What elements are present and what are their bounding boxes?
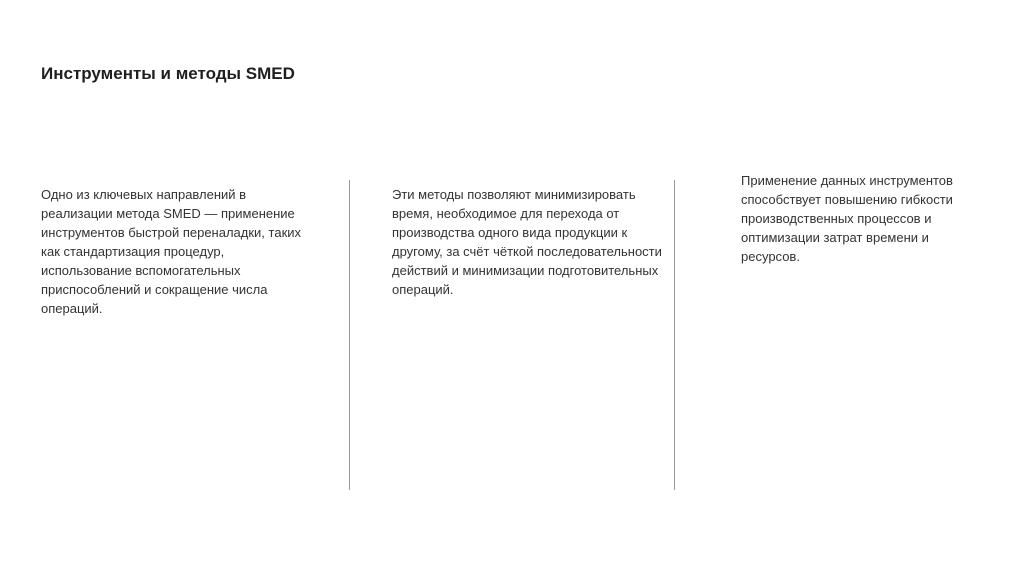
column-divider-1 (349, 180, 350, 490)
column-divider-2 (674, 180, 675, 490)
column-text-1: Одно из ключевых направлений в реализации метода SMED — применение инструментов быстрой переналадки, таких как стандартизация процедур, использование вспомогательных приспособлений и сокращение числа операций. (41, 187, 302, 316)
column-text-3: Применение данных инструментов способствует повышению гибкости производственных процессов и оптимизации затрат времени и ресурсов. (741, 173, 953, 264)
column-text-2: Эти методы позволяют минимизировать время, необходимое для перехода от производства одного вида продукции к другому, за счёт чёткой последовательности действий и минимизации подготовительных операций. (392, 187, 662, 297)
slide-title: Инструменты и методы SMED (41, 64, 295, 83)
